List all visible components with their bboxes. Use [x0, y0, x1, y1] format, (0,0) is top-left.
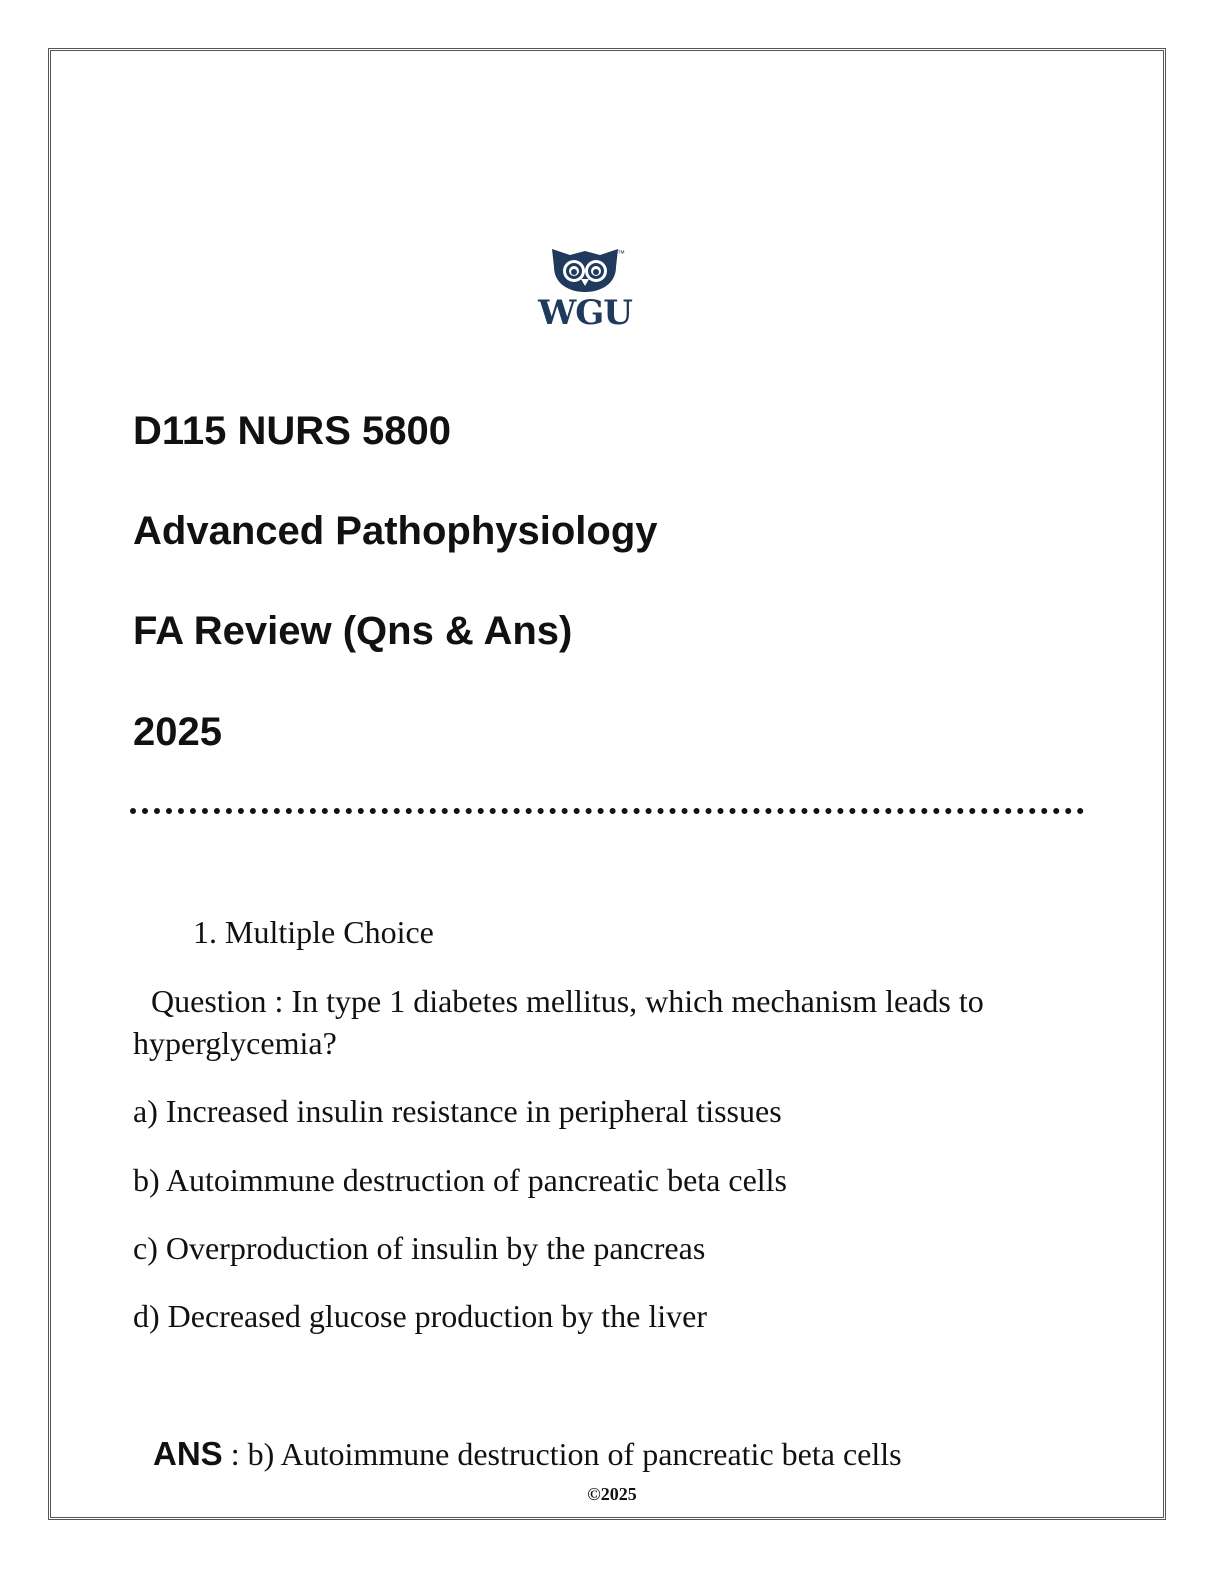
wgu-logo [530, 245, 640, 335]
option-d: d) Decreased glucose production by the liver [133, 1298, 708, 1334]
option-a: a) Increased insulin resistance in peripheral tissues [133, 1093, 782, 1129]
copyright-footer: ©2025 [587, 1484, 637, 1504]
question-text [133, 980, 1073, 1064]
course-code: D115 NURS 5800 [133, 409, 451, 453]
trademark-symbol: ™ [617, 249, 625, 258]
course-subject: Advanced Pathophysiology [133, 509, 658, 553]
option-b: b) Autoimmune destruction of pancreatic beta cells [133, 1162, 787, 1198]
document-type: FA Review (Qns & Ans) [133, 609, 573, 653]
logo-text: WGU [538, 293, 632, 333]
section-heading: 1. Multiple Choice [193, 914, 434, 950]
document-year: 2025 [133, 710, 222, 754]
answer-line [153, 1432, 902, 1476]
question-body: In type 1 diabetes mellitus, which mechanism leads to hyperglycemia? [133, 983, 984, 1061]
dotted-divider [130, 808, 1084, 814]
option-c: c) Overproduction of insulin by the pancreas [133, 1230, 706, 1266]
answer-label: ANS [153, 1435, 223, 1472]
question-label: Question [151, 983, 267, 1019]
question-separator: : [266, 983, 292, 1019]
answer-text: b) Autoimmune destruction of pancreatic beta cells [247, 1436, 902, 1472]
answer-separator: : [222, 1436, 248, 1472]
